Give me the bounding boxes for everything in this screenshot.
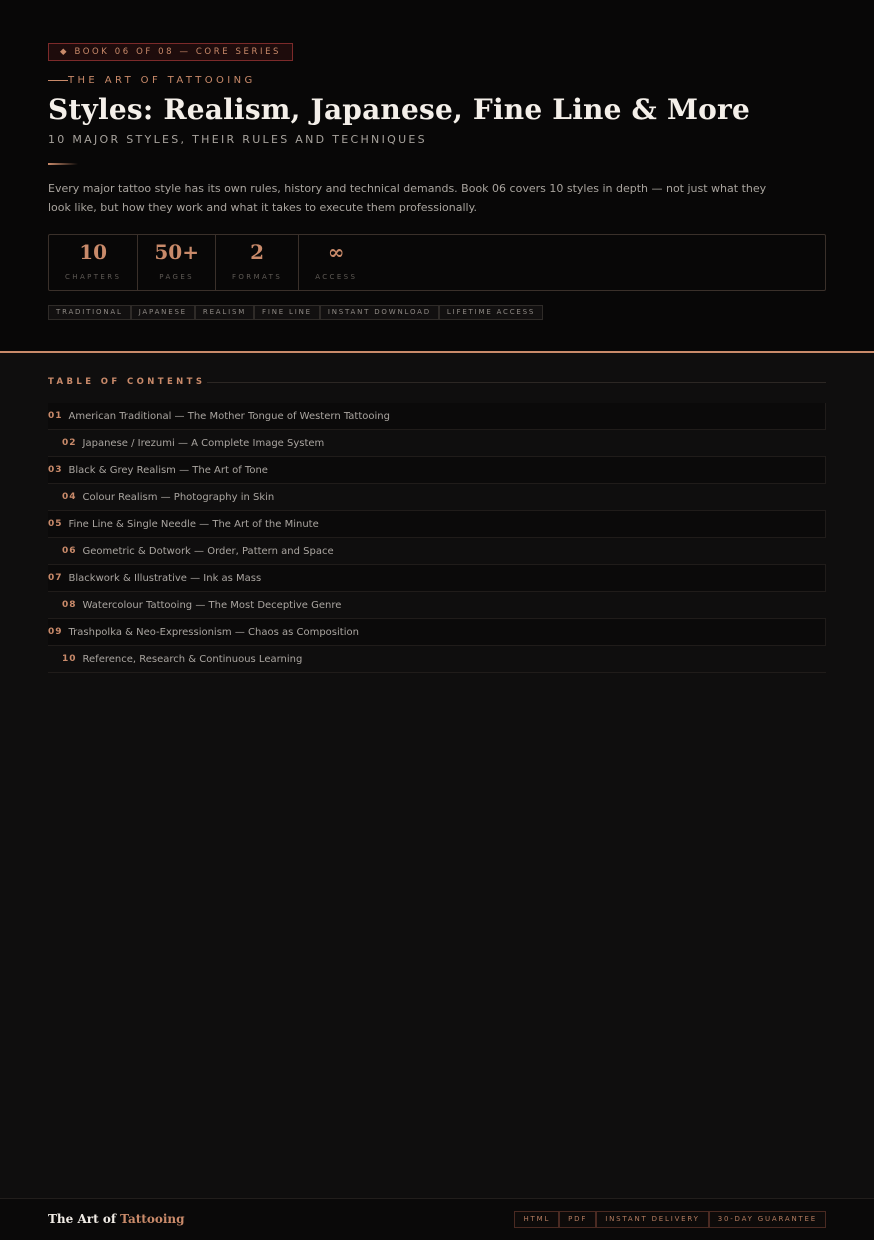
tag-japanese: JAPANESE: [131, 305, 195, 320]
toc-item-number: 07: [48, 573, 63, 583]
toc-item-number: 09: [48, 627, 63, 637]
toc-item-number: 02: [62, 438, 77, 448]
toc-item[interactable]: [48, 619, 826, 646]
toc-item-title: Japanese / Irezumi — A Complete Image System: [82, 437, 325, 449]
stat-label: PAGES: [159, 273, 195, 281]
toc-item-title: Geometric & Dotwork — Order, Pattern and Space: [82, 545, 334, 557]
feature-tags: [48, 305, 543, 320]
kicker: [48, 75, 256, 86]
toc-item[interactable]: [48, 565, 826, 592]
toc-item-title: Blackwork & Illustrative — Ink as Mass: [68, 572, 262, 584]
toc-item[interactable]: [48, 646, 826, 673]
toc-item-number: 06: [62, 546, 77, 556]
accent-divider: [48, 163, 78, 165]
page-title: Styles: Realism, Japanese, Fine Line & More: [48, 93, 751, 126]
tag-traditional: TRADITIONAL: [48, 305, 131, 320]
toc-item[interactable]: [48, 592, 826, 619]
toc-item-number: 04: [62, 492, 77, 502]
stat-value: ∞: [327, 240, 345, 264]
toc-item[interactable]: [48, 538, 826, 565]
tag-realism: REALISM: [195, 305, 254, 320]
toc-heading-rule: [207, 382, 826, 383]
toc-item-title: Watercolour Tattooing — The Most Deceptive Genre: [82, 599, 342, 611]
footer-tag-pdf: PDF: [559, 1211, 596, 1228]
hero-section: [0, 0, 874, 353]
brand-prefix: The Art of: [48, 1212, 121, 1226]
kicker-text: THE ART OF TATTOOING: [68, 75, 256, 86]
brand-accent: Tattooing: [120, 1212, 185, 1226]
toc-item-number: 05: [48, 519, 63, 529]
series-badge: ◆ BOOK 06 OF 08 — CORE SERIES: [48, 43, 293, 61]
footer-tag-instant-delivery: INSTANT DELIVERY: [596, 1211, 708, 1228]
toc-item-title: Black & Grey Realism — The Art of Tone: [68, 464, 268, 476]
toc-item-title: Colour Realism — Photography in Skin: [82, 491, 275, 503]
page-subtitle: 10 MAJOR STYLES, THEIR RULES AND TECHNIQUES: [48, 133, 427, 146]
toc-item-title: Trashpolka & Neo-Expressionism — Chaos as Composition: [68, 626, 359, 638]
stat-label: CHAPTERS: [65, 273, 122, 281]
toc-item-number: 08: [62, 600, 77, 610]
stat-access: [299, 235, 373, 290]
toc-item[interactable]: [48, 403, 826, 430]
book-description: Every major tattoo style has its own rules, history and technical demands. Book 06 covers 10 styles in depth — not just what they look like, but how they work and what it takes to execute them professionally.: [48, 182, 767, 214]
toc-item-number: 01: [48, 411, 63, 421]
stats-bar: [48, 234, 826, 291]
toc-item-title: Fine Line & Single Needle — The Art of the Minute: [68, 518, 319, 530]
toc-heading: [48, 377, 826, 387]
toc-item-title: Reference, Research & Continuous Learning: [82, 653, 303, 665]
stat-formats: [216, 235, 299, 290]
stat-chapters: [49, 235, 138, 290]
footer: [0, 1198, 874, 1240]
footer-tags: [514, 1211, 826, 1228]
toc-item[interactable]: [48, 484, 826, 511]
footer-brand: [48, 1212, 185, 1226]
table-of-contents: [48, 403, 826, 673]
toc-item[interactable]: [48, 430, 826, 457]
toc-item-number: 10: [62, 654, 77, 664]
stat-label: ACCESS: [315, 273, 358, 281]
toc-item[interactable]: [48, 511, 826, 538]
footer-tag-guarantee: 30-DAY GUARANTEE: [709, 1211, 826, 1228]
kicker-rule: [48, 80, 68, 81]
tag-lifetime-access: LIFETIME ACCESS: [439, 305, 543, 320]
tag-fine-line: FINE LINE: [254, 305, 320, 320]
stat-label: FORMATS: [231, 273, 283, 281]
toc-heading-text: TABLE OF CONTENTS: [48, 377, 206, 387]
stat-value: 50+: [154, 240, 199, 264]
tag-instant-download: INSTANT DOWNLOAD: [320, 305, 439, 320]
stat-value: 2: [250, 240, 265, 264]
toc-item-number: 03: [48, 465, 63, 475]
toc-item-title: American Traditional — The Mother Tongue of Western Tattooing: [68, 410, 390, 422]
footer-tag-html: HTML: [514, 1211, 559, 1228]
stat-pages: [138, 235, 216, 290]
stat-value: 10: [79, 240, 108, 264]
toc-item[interactable]: [48, 457, 826, 484]
